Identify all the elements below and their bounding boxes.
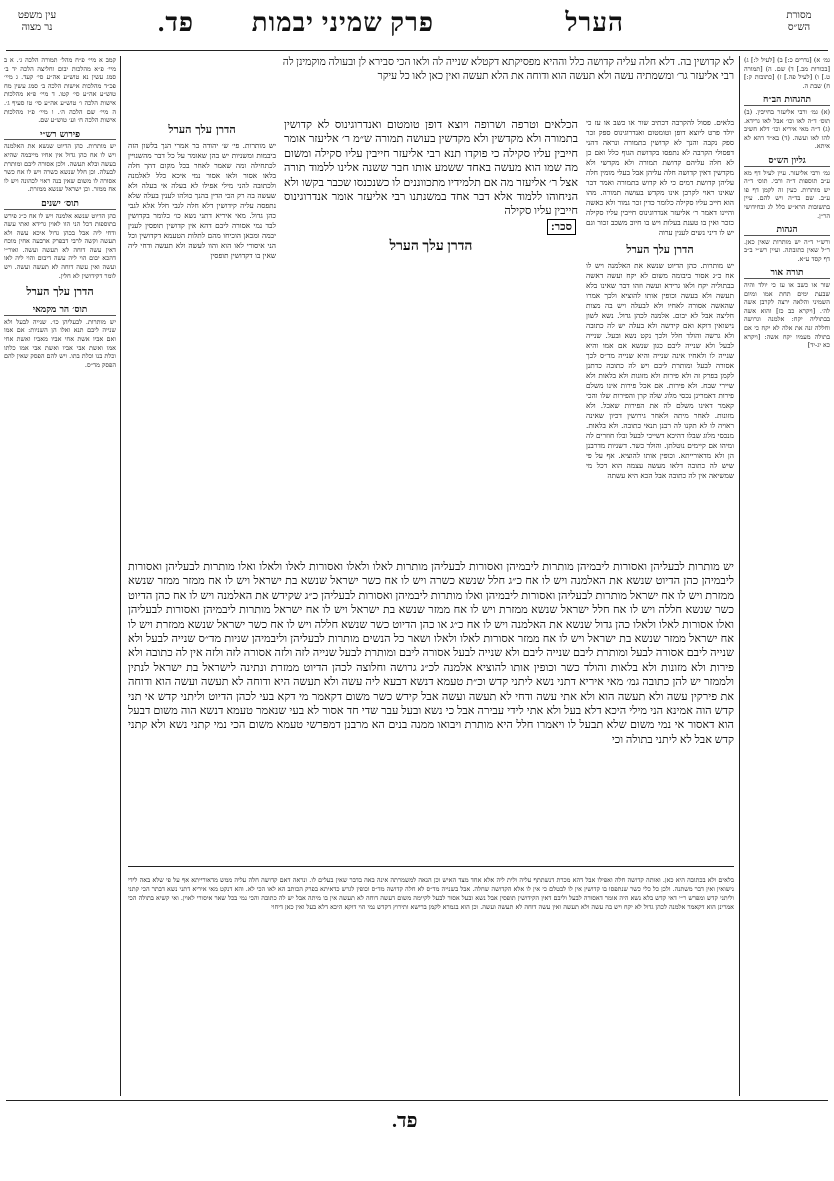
perek-title: פרק שמיני xyxy=(321,8,434,37)
notes-text: ורש״י ד״ה יש מותרות שאין כאן. ר״ל שאין כתובתה. ועיין רש״י ב״ב דף קסד ע״א. xyxy=(744,237,830,263)
tosafot-text-2: יש מותרות. כהן הדיוט שנשא את האלמנה ויש לו אח כ״ג אסור ביבומה משום לא יקח ועשה דאשה בבתוליה יקח ולאו גרידא ועשה וזהו דבר שאינו בלא תעשה ולא בעשה וכופין אותו להוציא ולכך אמרו שהאשה אסורה לאחיו ולא לבעלה ויש בה מצות חליצה אבל לא יבום. אלמנה לכהן גדול. נשא לשון נישואין דוקא ואם קידשה ולא בעלה יש לה כתובה ולא גרשה והולד חלל ולכך נקט נשא ובעל. שנייה לבעל ולא שנייה ליבם כגון שנשא אם אמו והיא שנייה לו ולאחיו אינה שנייה והיא שנייה מד״ס לכך אסורה לבעל ומותרת ליבם ויש לה כתובה כדתנן לקמן בפרק זה ולא פירות ולא מזונות ולא בלאות ולא שיירי שבח. ולא פירות. אם אכל פירות אינו משלם פירות דאמרינן נכסי מלוג שלה קרן והפירות שלו והכי קאמר דאינו משלם לה את הפירות שאכל. ולא מזונות. לאחר מיתה ולאחר גירושין דכיון שאינה ראויה לו לא תקנו לה רבנן תנאי כתובה. ולא בלאות. מנכסי מלוג שבלו דהיכא דשייכי לבעל ובלו חוזרים לה ומיהו אם קיימים נוטלתן. והולד כשר. דשניות מדרבנן הן ולא מדאורייתא. וכופין אותו להוציא. אף על פי שיש לה כתובה דלאו מעשה עצמה הוא דכל מי שמשיאה אין לה כתובה אבל הכא היא עשתה xyxy=(586,261,734,480)
tosafot-yeshanim-text: כהן הדיוט שנשא אלמנה ויש לו אח כ״ג פירש בתוספות דכל הני הוו לאוין גרידא ואתי עשה ודחי ליה אבל בכהן גדול איכא עשה ולא תעשה וקשה לרבי דבפרק ארבעה אחין מוכח דאין עשה דוחה לא תעשה ועשה. ואור״י דהכא יבום הוי ליה עשה דיבום והוי ליה לאו ועשה ואין עשה דוחה לא תעשה ועשה. ויש לומר דקידושין לא חלין. xyxy=(4,211,116,280)
page-number: פד. xyxy=(392,1110,418,1132)
gemara-upper xyxy=(284,118,578,558)
torah-or-text: שור או כשב או עז כי יולד והיה שבעת ימים תחת אמו ומיום השמיני והלאה ירצה לקרבן אשה לה׳. [ויקרא כב כז] והוא אשה בבתוליה יקח: אלמנה וגרושה וחללה זנה את אלה לא יקח כי אם בתולה מעמיו יקח אשה: [ויקרא כא יג-יד] xyxy=(744,281,830,350)
gemara-siyum: הדרן עלך הערל xyxy=(389,239,473,255)
tractate-title: יבמות xyxy=(251,8,314,37)
tosafot-siyum: הדרן עלך הערל xyxy=(626,243,694,256)
ein-mishpat-label: עין משפט נר מצוה xyxy=(17,10,57,33)
header-rule xyxy=(6,50,828,51)
gilyon-title: גליון הש״ס xyxy=(744,157,830,167)
rashi-siyum: הדרן עלך הערל xyxy=(168,123,236,136)
right-margin xyxy=(744,56,830,926)
ein-mishpat-text: קמב א מיי׳ פ״ח מהל׳ תמורה הלכה ג׳. א ב מיי׳ פ״א מהלכות יבום וחליצה הלכה יד ב׳ סמג עשין נא טוש״ע אה״ע סי׳ קעד. ג מיי׳ פכ״ד מהלכות אישות הלכה ב׳ סמג עשין מח טוש״ע אה״ע סי׳ קטו. ד מיי׳ פ״א מהלכות אישות הלכה ו׳ טוש״ע אה״ע סי׳ טו סעיף ג׳. ה מיי׳ שם הלכה ה׳. ו מיי׳ פ״ז מהלכות אישות הלכה ח׳ וע׳ טוש״ע שם. xyxy=(4,56,116,125)
tosafot-text: בלאים. פסול להקרבה דכתיב שור או כשב או עז כי יולד פרט ליוצא דופן וטומטום ואנדרוגינוס ספק זכר ספק נקבה והנך לא קדושין בתמורה ונראה דהני דפסולי הקרבה לא נתפסו בקדושת הגוף כלל ואם כן לא חלה עליהם קדושת תמורה ולא מקדשי ולא מקדשין דאין קדושה חלה עליהן אבל בעלי מומין חלה עליהן קדושת דמים כי לא קדוש בתמורה ואמר דבר שאינו ראוי לקרבן אינו מקדש בעושה תמורה. מהו הוא חייב עליו סקילה כלומר כדין זכר גמור ולא כאשה והיינו דאמר ר׳ אליעזר אנדרוגינוס חייבין עליו סקילה כזכר ואין בו טענת בעלות ויש בו חיוב משכב זכור וגם יש לו דיני נשים לענין ערוה xyxy=(586,118,734,237)
footer-commentary xyxy=(128,870,734,1098)
mishnah-text: יש מותרות לבעליהן ואסורות ליבמיהן מותרות ליבמיהן ואסורות לבעליהן מותרות לאלו ולאלו ואסורות לאלו ולאלו ואלו מותרות לבעליהן ואסורות ליבמיהן כהן הדיוט שנשא את האלמנה ויש לו אח כ״ג חלל שנשא כשרה ויש לו אח כשר ישראל שנשא בת ישראל ויש לו אח ממזר ממזר שנשא ממזרת ויש לו אח ישראל מותרות לבעליהן ואסורות ליבמיהן ואלו מותרות ליבמיהן ואסורות לבעליהן כ״ג שקידש את האלמנה ויש לו אח כהן הדיוט כשר שנשא חללה ויש לו אח חלל ישראל שנשא ממזרת ויש לו אח ממזר שנשא בת ישראל ויש לו אח ישראל מותרות ליבמיהן ואסורות לבעליהן ואלו אסורות לאלו ולאלו כהן גדול שנשא את האלמנה ויש לו אח כ״ג או כהן הדיוט כשר שנשא חללה ויש לו אח כשר ישראל שנשא ממזרת ויש לו אח ישראל ממזר שנשא בת ישראל ויש לו אח ממזר אסורות לאלו ולאלו ושאר כל הנשים מותרות לבעליהן וליבמיהן שניות מד״ס שנייה לבעל ולא שנייה ליבם אסורה לבעל ומותרת ליבם שנייה ליבם ולא שנייה לבעל אסורה ליבם ומותרת לבעל שנייה לזה ולזה אסורה לזה ולזה אין לה כתובה ולא פירות ולא מזונות ולא בלאות והולד כשר וכופין אותו להוציא אלמנה לכ״ג גרושה וחלוצה לכהן הדיוט ממזרת ונתינה לישראל בת ישראל לנתין ולממזר יש להן כתובה גמ׳ מאי איריא דתני נשא ליתני קדש וכ״ת טעמא דנשא דבעא ליה עשה ולא תעשה היא ודוחה לא תעשה ועשה הוא ודוחה את פירקין עשה ולא תעשה הוא ולא אתי עשה ודחי לא תעשה ועשה אבל קידש כשר משום דקאמר מי דקא בעי לכהן הדיוט וליתני קדש אי תני קדש הוה אמינא הני מילי היכא דלא בעל ולא אתי לידי עבירה אבל כי נשא ובעל עבר שדי חד אסור לא בעי שנאמר טעמא דנשא הוה משום דבעל הוא דאסור אי נמי משום שלא תבעל לו ויאמרו חלל היא מותרת ויבואו ממנה בנים הא מרבנן דמפרשי טעמא משום הכי נמי קתני נשא ולא קתני קדש אבל לא ליתני בתולה וכי xyxy=(128,561,734,746)
right-margin-rule xyxy=(739,56,740,1096)
mishnah-block xyxy=(128,560,734,860)
gemara-upper-text: הכלאים וטרפה ושרופה ויוצא דופן טומטום ואנדרוגינוס לא קדושין בתמורה ולא מקדשין ולא מקדשין בעושה תמורה ש״מ ר׳ אליעזר אומר חייבין עליו סקילה כי פוקדו תנא רבי אליעזר חייבין עליו סקילה ומשום מה שמו הוא מעשה באחד ששמע אותו חבר ששנה אלינו ללמוד תורה אצל ר׳ אליעזר מה אם תלמידיו מתכווננים לו כשנכנסו שכבר בקשו ולא הניחוהו ללמוד אלא דבר אחד במשנתנו רבי אליעזר אומר אנדרוגינוס חייבין עליו סקילה xyxy=(284,119,578,218)
gilyon-text: גמ׳ ורבי אליעזר. עיין לעיל דף מא ע״ב תוספות ד״ה ורבי. תוס׳ ד״ה יש מותרות. כעין זה לקמן דף פו ע״ב. שם בד״ה ויש להם. עיין בתשובות הרא״ש כלל לג ובחידושי הר״ן. xyxy=(744,168,830,220)
bottom-rule xyxy=(6,1100,828,1101)
rabbeinu-chananel-text: יש מותרות. כהן הדיוט שנשא את האלמנה ויש לו אח כהן גדול אין אחיו מייבמה שהיא בעשה ובלא תעשה. ולכן אסורה ליבם ומותרת לבעלה. וכן חלל שנשא כשרה ויש לו אח כשר אסורה לו משום שאין בנה ראוי לכהונה ויש לו אח ממזר. וכן ישראל שנשא ממזרת. xyxy=(4,142,116,194)
page-header xyxy=(0,4,834,50)
tosafot-column xyxy=(586,118,734,558)
rabbeinu-chananel-title: פירוש רש״י xyxy=(4,131,116,141)
section-tag: סכר: xyxy=(547,219,576,235)
gemara-opening: רבי אליעזר גר׳ ומשמתיה עשה ולא תעשה הוא ודוחה את הלא תעשה ואין כאן לאו כל עיקר xyxy=(377,71,734,82)
hagahot-title: תהגהות הב״ח xyxy=(744,96,830,106)
rashi-text: יש מותרות. פי׳ ש׳ יהודה בר אמרי הנך בלשון הזה ביבמות ומשניות יש בהן שאומר על כל דבר מהשנויין לכתחילה ומה שאמר לאחר בכל מקום דהך חלה בלאו אסור ולאו אסור נמי איכא כלל לאלמנה ולכתובה להני מילי אפילו לא בעלה אי בעלה ולא שעשה בה רק הכי הדין בהנך כולהו לענין בעלה שלא נתפסה עליה קידושין דלא חלה לגבי חלל אלא לגבי כהן גדול. מאי איריא דתני נשא כו׳ כלומר בקדושין לבד נמי אסורה ליבם דהא אין קדושין תופסין לענין יבמה ומכאן הוכיחו מהם לתלות הטעמא דקדושין וכל הני איסורי לאו הוא והוו לעשה ולא תעשה ודחי ליה שאין בו דקדושין תופסין xyxy=(128,141,276,260)
rashi-column xyxy=(128,118,276,558)
footer-rule xyxy=(128,866,734,867)
left-margin xyxy=(4,56,116,1096)
ein-mikra-title: תוס׳ הר מקמאי xyxy=(4,306,116,316)
chapter-title: הערל xyxy=(565,8,624,37)
daf-number: פד. xyxy=(157,8,194,37)
top-text xyxy=(128,56,734,114)
left-siyum: הדרן עלך הערל xyxy=(26,285,94,299)
masoret-text: גמ׳ א) [נדרים כ:] ב) [לעיל ל:] ג) [בכורות מב.] ד) שם. ה) [תמורה ט.] ו) [לעיל פה.] ז) [כתובות ק:] ח) שבת ה. xyxy=(744,56,830,90)
torah-or-title: תורה אור xyxy=(744,269,830,279)
left-margin-rule xyxy=(120,56,121,1096)
hagahot-text: (א) גמ׳ ורבי אליעזר בחייבין. (ב) תוס׳ ד״ה לאו וכו׳ אבל לאו גרידא. (ג) ד״ה מאי איריא וכו׳ דלא חשיב להו לאו ועשה. (ד) בא״ד דהא לא איתא. xyxy=(744,107,830,151)
mishnah-opening: לא קדושין בה. דלא חלה עליה קדושה כלל וההיא מפסיקתא דקטלא שנייה לה ולאו הכי סבירא לן ובעולה מוקמינן לה xyxy=(282,57,734,68)
masoret-label: מסורת הש״ס xyxy=(786,10,812,33)
tosafot-yeshanim-title: תוס׳ ישנים xyxy=(4,200,116,210)
notes-title: הגהות xyxy=(744,226,830,236)
ein-mikra-text: יש מותרות. לבעליהן כו׳. שנייה לבעל ולא שנייה ליבם תנא ואלו הן השניות: אם אמו ואם אביו אשת אחי אביו מאביו ואשת אחי אמו ואשת אבי אביו ואשת אבי אמו כלתו וכלת בנו וכלת בתו. ויש להם הפסק שאין להם הפסק מד״ס. xyxy=(4,317,116,369)
footer-text: בלאים ולא בכתובה היא כאן. ואותה קדושה חלה ואפילו אבל דהא מכרת דנשתתף עליה ולית ליה אלא אחד מצד האיש וכן הנאה למשמרתה אינה באה בדבר שאין בעלים לו. ונראה דאם קדושה חלה עליה ממש מדאורייתא אף על פי שלא באה לידי נישואין ואין דבר משתנה. ולכן כל כלי כשר שנתפסו בו קדושין אין לו לבטלם כי אין לו אלא הקדושה שחלה. אבל בשנייה מד״ס לא חלה קדושה מד״ס וכופין לגרש כדאיתא בפרק הכותב הא לאו הכי לא. והא דנקט מאי איריא דתני נשא דבתר הכי קתני וליתני קדש ומפרש ר״י דאי קדש בלא נשא היה אומר דאסורה לבעל וליבם דאין הקידושין תופסין אבל נשא ובעל אסור לבעל לקיימה משום דעשה דוחה לא תעשה אין בו מיתה אבל יש לה כתובה והכי נמי בכל שאר איסורי לאוין. ואי קשיא בתולה הכי אמרינן הוא דקאמר אלמנה לכהן גדול לא יקח ויש בה עשה ולא תעשה ואין עשה דוחה לא תעשה ועשה. וכן הוא בגמרא לקמן ברישא ותירוץ דקדש נמי הוי דוקא היכא דלא בעל ואין כאן דיחוי xyxy=(128,876,734,911)
